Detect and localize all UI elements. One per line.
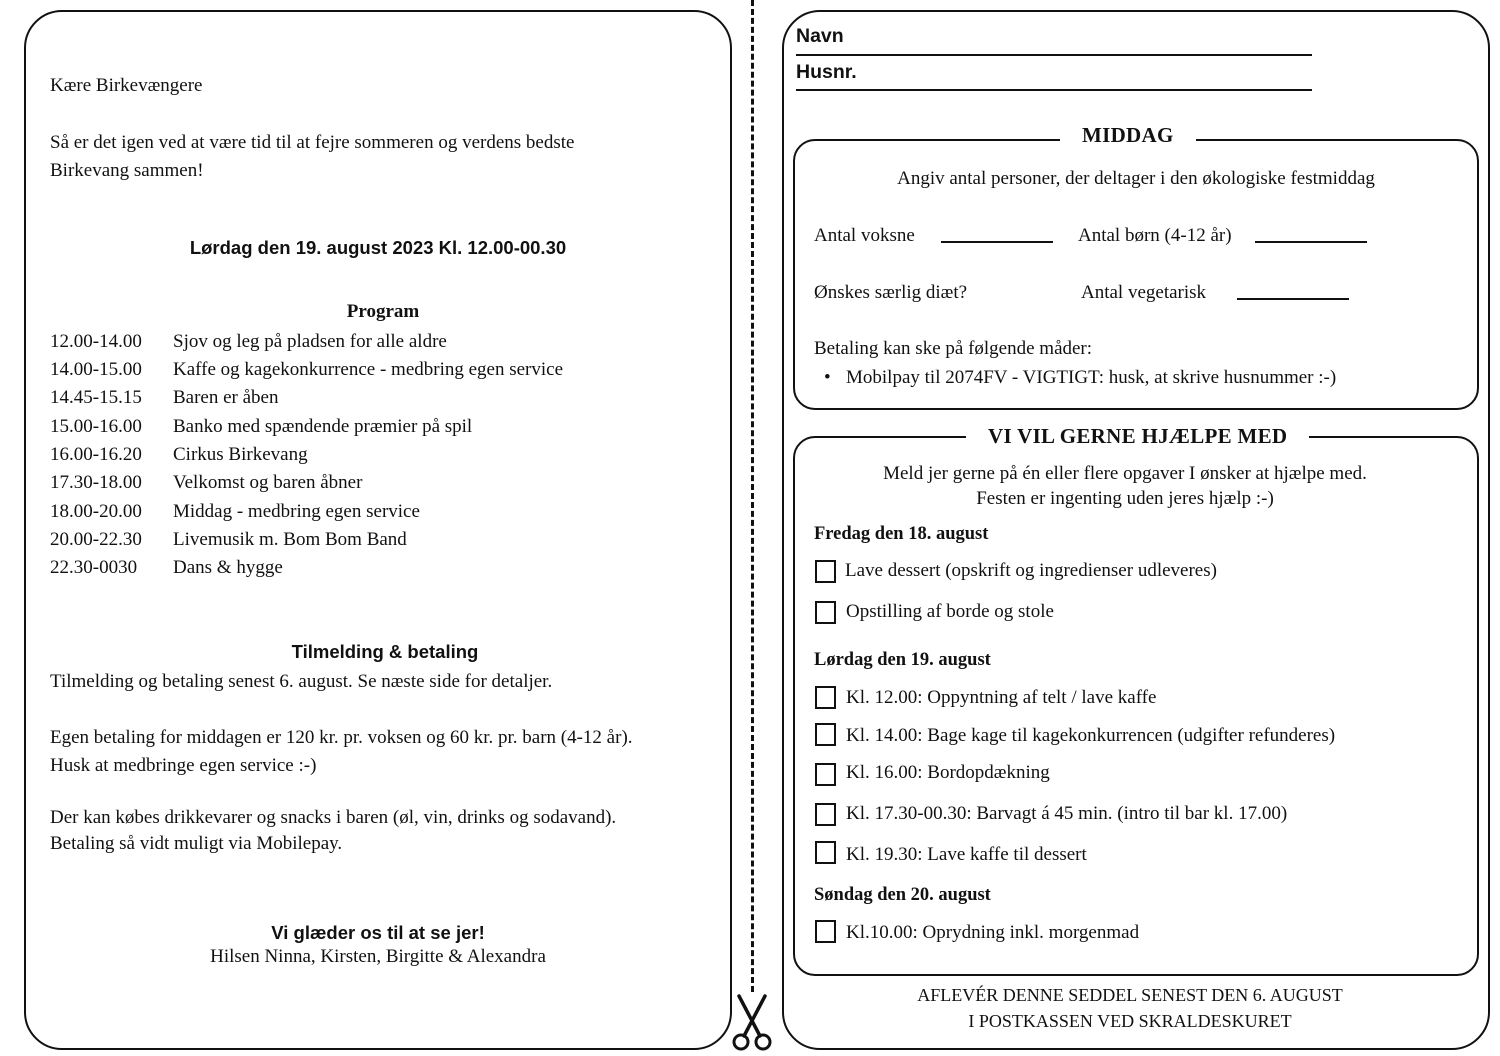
program-time: 12.00-14.00 [50, 331, 142, 352]
task-label: Lave dessert (opskrift og ingredienser udleveres) [845, 560, 1217, 581]
diet-label: Ønskes særlig diæt? [814, 282, 968, 303]
program-activity: Livemusik m. Bom Bom Band [173, 529, 407, 550]
payment-methods-label: Betaling kan ske på følgende måder: [814, 338, 1093, 359]
program-row [50, 498, 420, 526]
task-label: Kl. 19.30: Lave kaffe til dessert [846, 844, 1087, 865]
intro-line-2: Birkevang sammen! [50, 160, 204, 181]
children-label: Antal børn (4-12 år) [1078, 225, 1232, 246]
help-title: VI VIL GERNE HJÆLPE MED [966, 423, 1309, 449]
task-label: Kl. 12.00: Oppyntning af telt / lave kaffe [846, 687, 1157, 708]
vegetarian-label: Antal vegetarisk [1081, 282, 1207, 303]
program-activity: Velkomst og baren åbner [173, 472, 363, 493]
payment-bullet-dot: • [824, 367, 831, 388]
name-field[interactable] [796, 54, 1312, 56]
program-time: 20.00-22.30 [50, 529, 142, 550]
task-checkbox[interactable] [815, 686, 836, 709]
day-label-saturday: Lørdag den 19. august [814, 650, 991, 670]
program-activity: Kaffe og kagekonkurrence - medbring egen service [173, 359, 564, 380]
task-label: Kl. 14.00: Bage kage til kagekonkurrencen (udgifter refunderes) [846, 725, 1336, 746]
payment-line-2: Husk at medbringe egen service :-) [50, 755, 317, 776]
vegetarian-field[interactable] [1237, 298, 1349, 300]
program-activity: Cirkus Birkevang [173, 444, 308, 465]
program-time: 14.45-15.15 [50, 387, 142, 408]
program-heading: Program [346, 301, 420, 322]
program-time: 14.00-15.00 [50, 359, 142, 380]
closing-signature: Hilsen Ninna, Kirsten, Birgitte & Alexandra [210, 946, 546, 967]
task-checkbox[interactable] [815, 560, 836, 583]
program-row [50, 441, 308, 469]
house-number-label: Husnr. [796, 61, 857, 83]
footer-line-1: AFLEVÉR DENNE SEDDEL SENEST DEN 6. AUGUST [917, 985, 1343, 1005]
program-time: 16.00-16.20 [50, 444, 142, 465]
task-label: Opstilling af borde og stole [846, 601, 1054, 622]
drinks-line-1: Der kan købes drikkevarer og snacks i baren (øl, vin, drinks og sodavand). [50, 807, 617, 828]
program-row [50, 413, 472, 441]
task-checkbox[interactable] [815, 763, 836, 786]
date-heading: Lørdag den 19. august 2023 Kl. 12.00-00.30 [189, 237, 567, 258]
adults-label: Antal voksne [814, 225, 915, 246]
program-time: 17.30-18.00 [50, 472, 142, 493]
dinner-title: MIDDAG [1060, 122, 1196, 148]
signup-text: Tilmelding og betaling senest 6. august. Se næste side for detaljer. [50, 671, 553, 692]
scissors-icon [730, 994, 774, 1052]
task-label: Kl. 17.30-00.30: Barvagt á 45 min. (intro til bar kl. 17.00) [846, 803, 1288, 824]
cut-line [751, 0, 754, 992]
task-label: Kl.10.00: Oprydning inkl. morgenmad [846, 922, 1140, 943]
program-row [50, 384, 279, 412]
day-label-sunday: Søndag den 20. august [814, 885, 991, 905]
house-number-field[interactable] [796, 89, 1312, 91]
program-activity: Dans & hygge [173, 557, 283, 578]
task-checkbox[interactable] [815, 723, 836, 746]
signup-heading: Tilmelding & betaling [291, 641, 479, 662]
task-checkbox[interactable] [815, 803, 836, 826]
task-checkbox[interactable] [815, 920, 836, 943]
help-intro-line-2: Festen er ingenting uden jeres hjælp :-) [976, 488, 1274, 509]
day-label-friday: Fredag den 18. august [814, 524, 989, 544]
payment-line-1: Egen betaling for middagen er 120 kr. pr. voksen og 60 kr. pr. barn (4-12 år). [50, 727, 633, 748]
program-row [50, 328, 447, 356]
task-label: Kl. 16.00: Bordopdækning [846, 762, 1050, 783]
payment-bullet: Mobilpay til 2074FV - VIGTIGT: husk, at skrive husnummer :-) [846, 367, 1337, 388]
drinks-line-2: Betaling så vidt muligt via Mobilepay. [50, 833, 343, 854]
help-intro-line-1: Meld jer gerne på én eller flere opgaver I ønsker at hjælpe med. [883, 463, 1367, 484]
program-activity: Baren er åben [173, 387, 279, 408]
program-row [50, 554, 283, 582]
adults-field[interactable] [941, 241, 1053, 243]
program-time: 15.00-16.00 [50, 416, 142, 437]
program-time: 22.30-0030 [50, 557, 138, 578]
footer-line-2: I POSTKASSEN VED SKRALDESKURET [968, 1011, 1292, 1031]
intro-line-1: Så er det igen ved at være tid til at fejre sommeren og verdens bedste [50, 132, 575, 153]
children-field[interactable] [1255, 241, 1367, 243]
program-time: 18.00-20.00 [50, 501, 142, 522]
program-row [50, 526, 407, 554]
greeting: Kære Birkevængere [50, 75, 203, 96]
task-checkbox[interactable] [815, 841, 836, 864]
program-row [50, 356, 563, 384]
closing-bold: Vi glæder os til at se jer! [271, 922, 485, 943]
program-activity: Banko med spændende præmier på spil [173, 416, 473, 437]
program-activity: Sjov og leg på pladsen for alle aldre [173, 331, 447, 352]
name-label: Navn [796, 25, 844, 47]
dinner-instruction: Angiv antal personer, der deltager i den økologiske festmiddag [897, 168, 1375, 189]
program-row [50, 469, 362, 497]
task-checkbox[interactable] [815, 601, 836, 624]
program-activity: Middag - medbring egen service [173, 501, 420, 522]
